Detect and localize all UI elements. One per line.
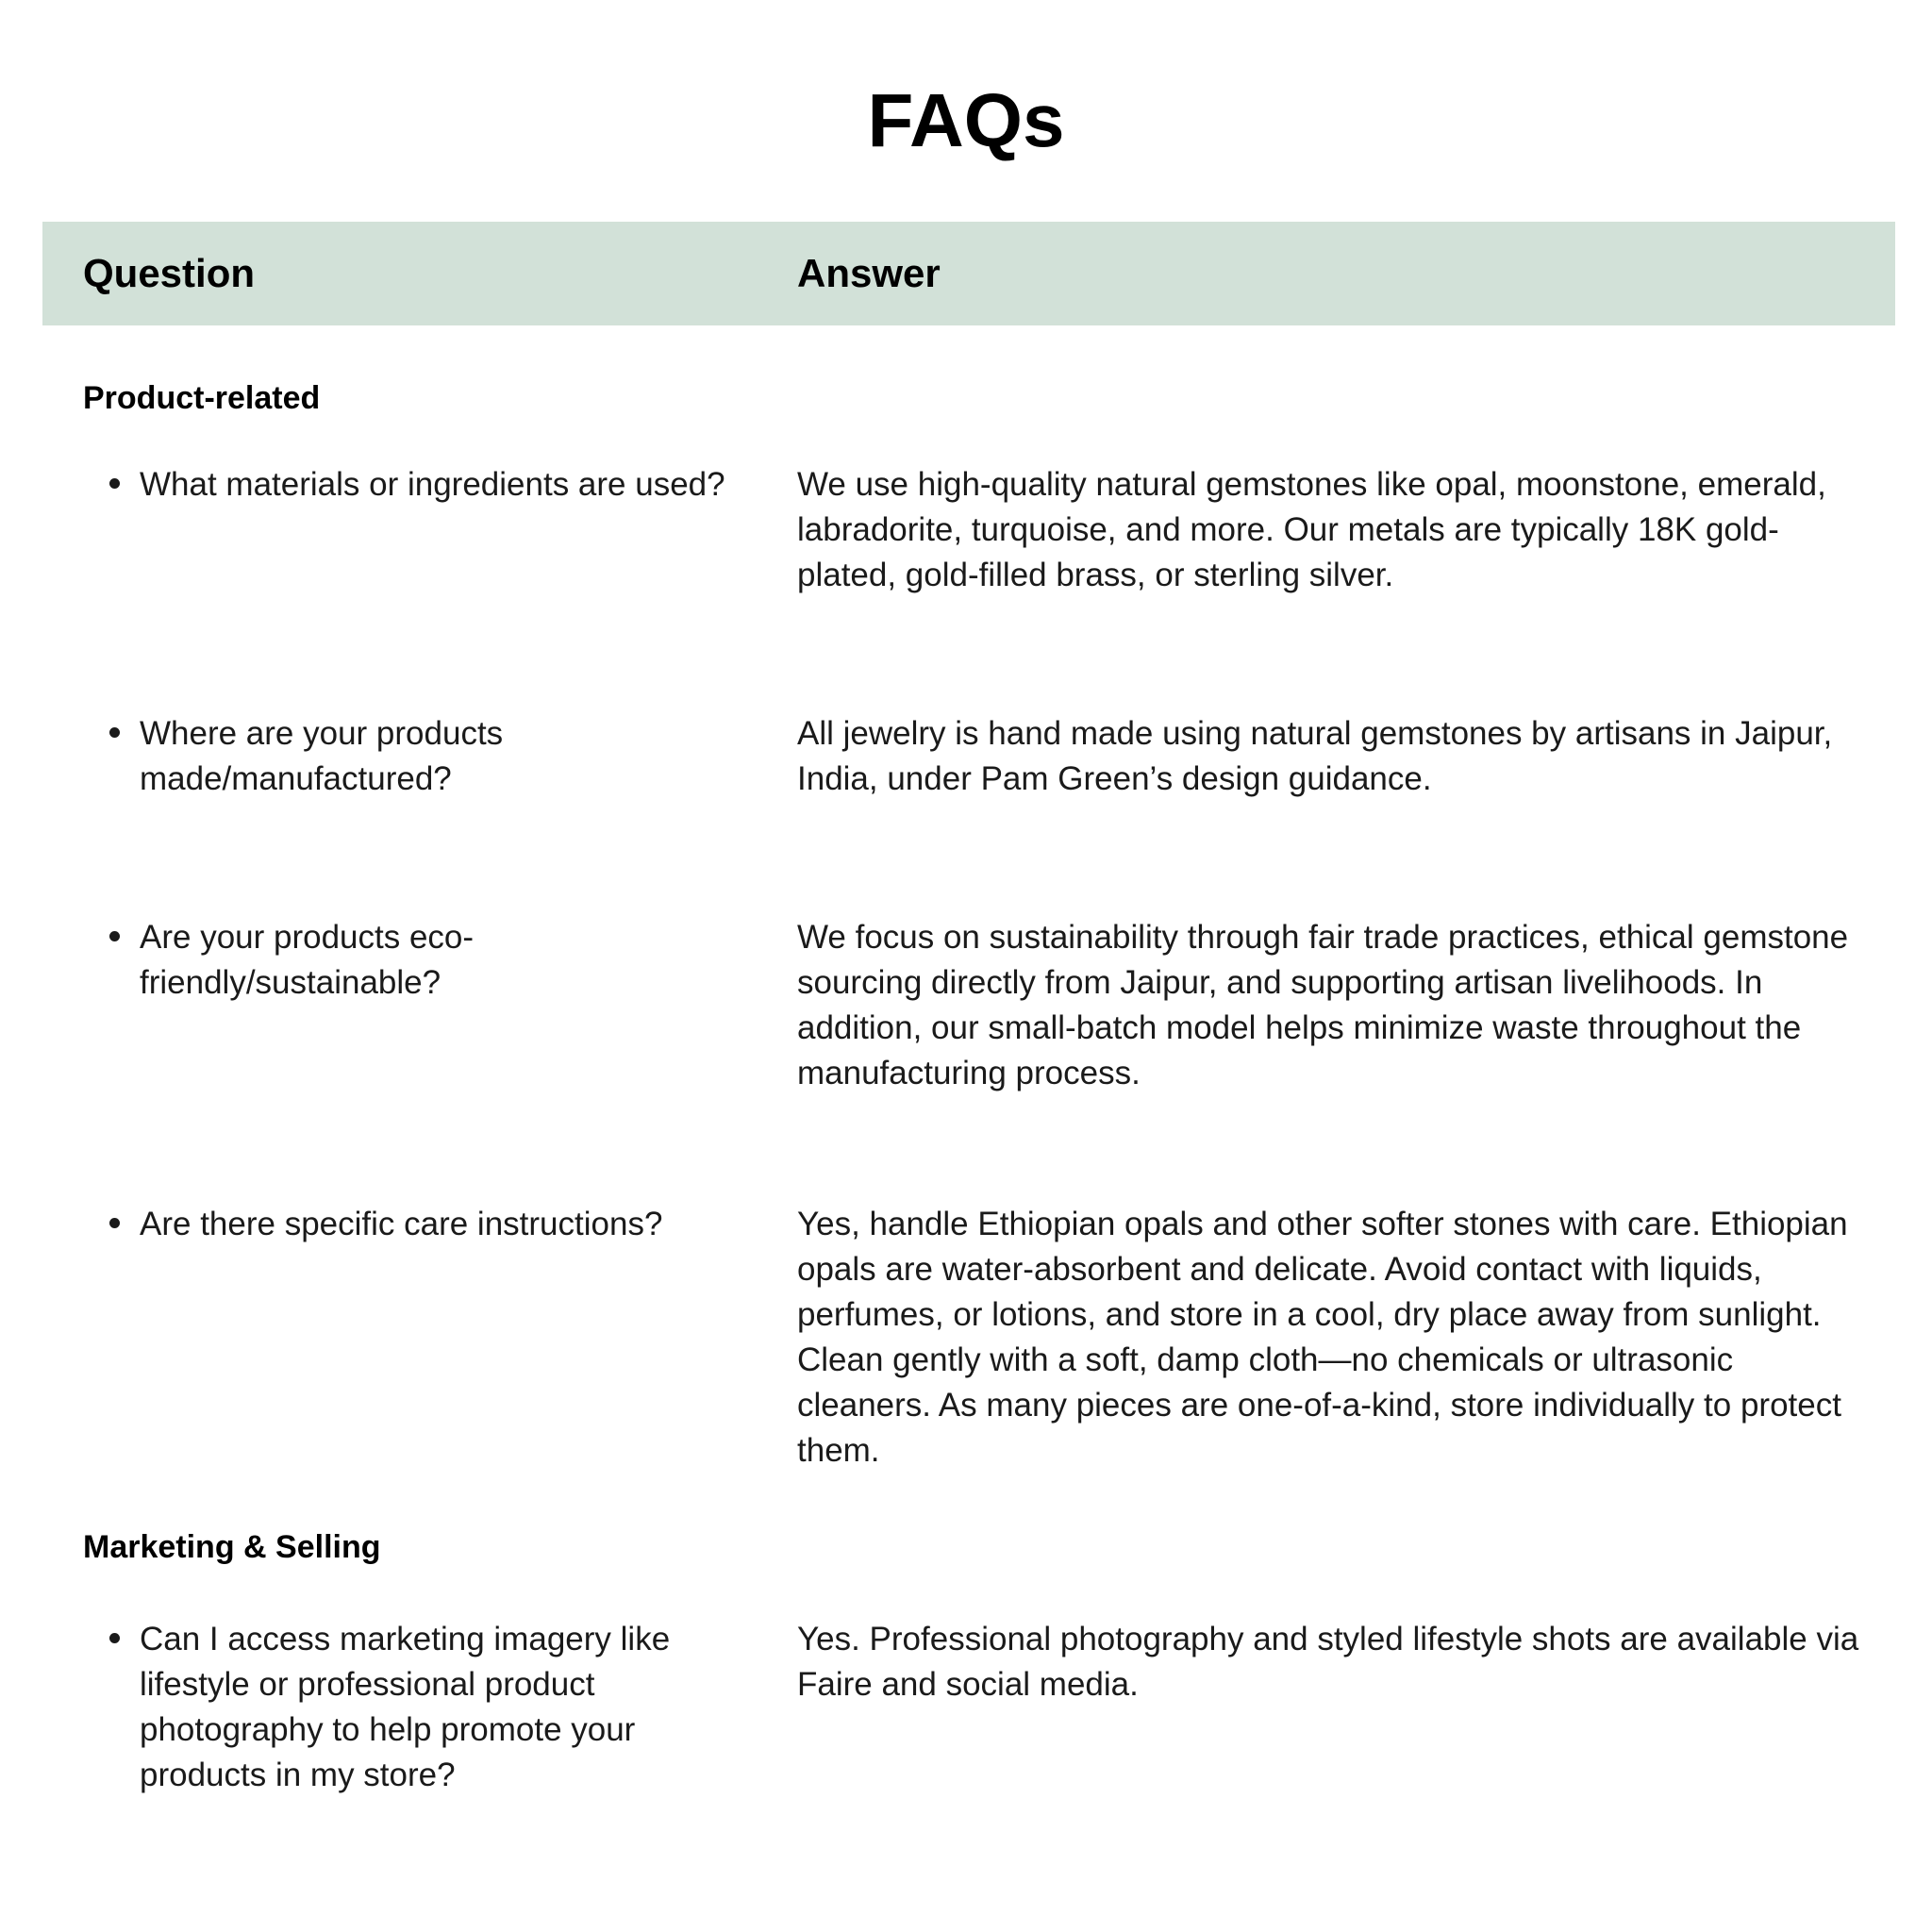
faq-question: Can I access marketing imagery like lifestyle or professional product photography to help promote your products in my store? [140, 1621, 671, 1793]
faq-question: Where are your products made/manufactured? [140, 715, 504, 797]
page-title: FAQs [867, 78, 1065, 162]
faq-question: What materials or ingredients are used? [140, 466, 725, 503]
column-header-answer: Answer [797, 251, 941, 295]
bullet-icon [109, 931, 120, 941]
table-header [42, 222, 1895, 325]
faq-answer: Yes, handle Ethiopian opals and other softer stones with care. Ethiopian opals are water-absorbent and delicate. Avoid contact with liquids, perfumes, or lotions, and store in a cool, dry place away from sunlight. Clean gently with a soft, damp cloth—no chemicals or ultrasonic cleaners. As many pieces are one-of-a-kind, store individually to protect them. [797, 1206, 1848, 1469]
bullet-icon [109, 727, 120, 738]
column-header-question: Question [83, 251, 256, 295]
section-heading-marketing-selling: Marketing & Selling [83, 1529, 381, 1565]
section-heading-product-related: Product-related [83, 380, 321, 416]
faq-answer: All jewelry is hand made using natural gemstones by artisans in Jaipur, India, under Pam Green’s design guidance. [797, 715, 1833, 797]
faq-answer: We use high-quality natural gemstones like opal, moonstone, emerald, labradorite, turquoise, and more. Our metals are typically 18K gold-plated, gold-filled brass, or sterling silver. [797, 466, 1826, 593]
faq-answer: We focus on sustainability through fair trade practices, ethical gemstone sourcing directly from Jaipur, and supporting artisan livelihoods. In addition, our small-batch model helps minimize waste throughout the manufacturing process. [797, 919, 1849, 1091]
bullet-icon [109, 1633, 120, 1643]
faq-question: Are there specific care instructions? [140, 1206, 663, 1242]
faq-question: Are your products eco-friendly/sustainable? [140, 919, 475, 1001]
bullet-icon [109, 478, 120, 489]
faq-answer: Yes. Professional photography and styled lifestyle shots are available via Faire and social media. [797, 1621, 1859, 1703]
bullet-icon [109, 1218, 120, 1228]
